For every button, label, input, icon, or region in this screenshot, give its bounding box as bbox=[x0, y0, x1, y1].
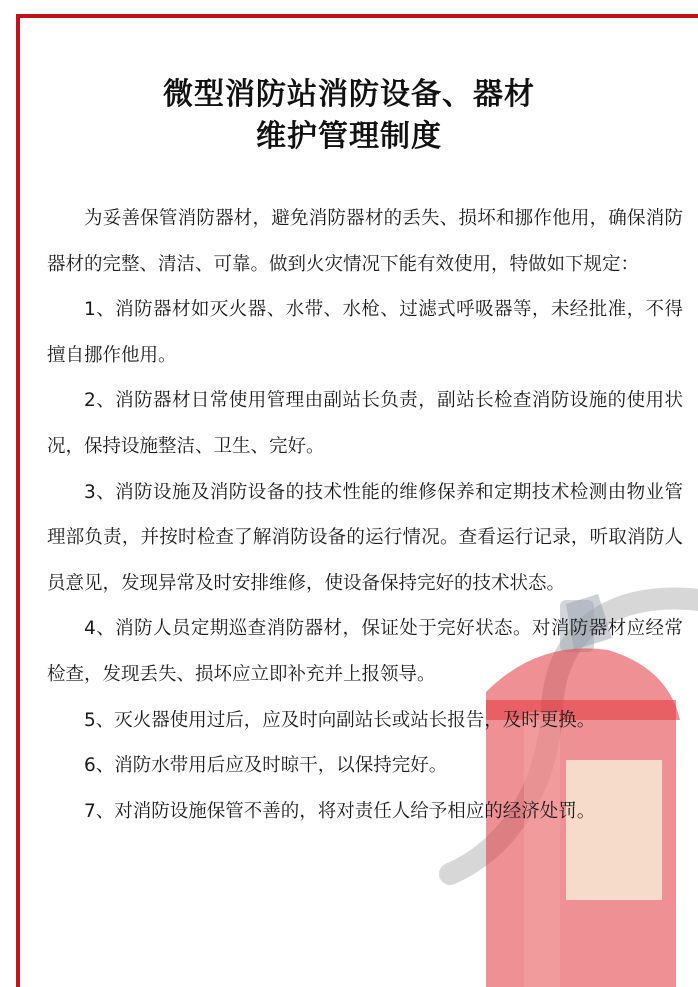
rule-5: 5、灭火器使用过后，应及时向副站长或站长报告，及时更换。 bbox=[84, 709, 596, 731]
rule-7: 7、对消防设施保管不善的，将对责任人给予相应的经济处罚。 bbox=[84, 800, 596, 822]
rule-6: 6、消防水带用后应及时晾干，以保持完好。 bbox=[84, 755, 448, 777]
frame-left-border bbox=[16, 14, 20, 987]
regulation-body bbox=[47, 196, 683, 834]
rule-1: 1、消防器材如灭火器、水带、水枪、过滤式呼吸器等，未经批准，不得擅自挪作他用。 bbox=[47, 299, 683, 366]
intro-paragraph: 为妥善保管消防器材，避免消防器材的丢失、损坏和挪作他用，确保消防器材的完整、清洁、可靠。做到火灾情况下能有效使用，特做如下规定： bbox=[47, 208, 683, 275]
rule-3: 3、消防设施及消防设备的技术性能的维修保养和定期技术检测由物业管理部负责，并按时检查了解消防设备的运行情况。查看运行记录，听取消防人员意见，发现异常及时安排维修，使设备保持完好的技术状态。 bbox=[47, 481, 683, 594]
frame-top-border bbox=[16, 14, 698, 18]
page-title bbox=[0, 74, 698, 158]
rule-4: 4、消防人员定期巡查消防器材，保证处于完好状态。对消防器材应经常检查，发现丢失、损坏应立即补充并上报领导。 bbox=[47, 618, 683, 685]
title-line-1: 微型消防站消防设备、器材 bbox=[163, 77, 535, 112]
title-line-2: 维护管理制度 bbox=[256, 119, 442, 154]
rule-2: 2、消防器材日常使用管理由副站长负责，副站长检查消防设施的使用状况，保持设施整洁、卫生、完好。 bbox=[47, 390, 683, 457]
